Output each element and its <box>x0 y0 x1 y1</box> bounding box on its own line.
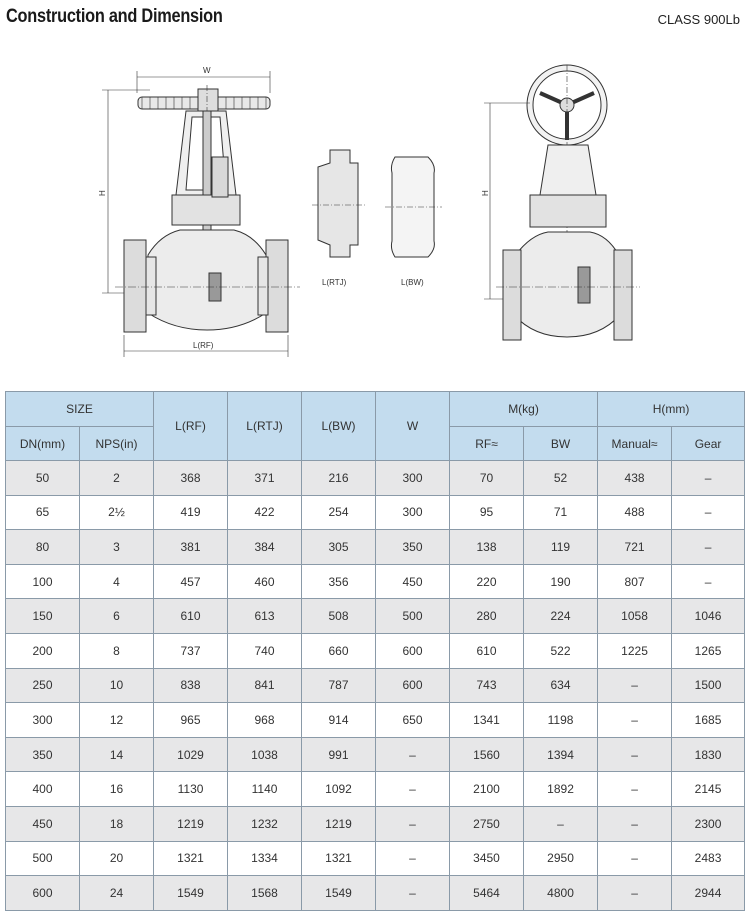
table-cell: 1038 <box>228 737 302 772</box>
table-cell: 600 <box>376 668 450 703</box>
table-cell: 1394 <box>524 737 598 772</box>
table-cell: – <box>598 806 672 841</box>
table-row <box>6 772 745 807</box>
table-cell: 190 <box>524 564 598 599</box>
table-cell: 224 <box>524 599 598 634</box>
table-cell: 1549 <box>154 876 228 911</box>
table-cell: 610 <box>450 633 524 668</box>
table-cell: 216 <box>302 461 376 496</box>
table-cell: 350 <box>6 737 80 772</box>
table-row <box>6 703 745 738</box>
dim-l-bw-label: L(BW) <box>401 278 424 287</box>
table-cell: – <box>672 564 745 599</box>
table-cell: 18 <box>80 806 154 841</box>
table-cell: 613 <box>228 599 302 634</box>
table-cell: 220 <box>450 564 524 599</box>
table-cell: 1232 <box>228 806 302 841</box>
table-cell: 1321 <box>302 841 376 876</box>
table-cell: 2483 <box>672 841 745 876</box>
table-cell: – <box>598 772 672 807</box>
table-cell: 4 <box>80 564 154 599</box>
table-row <box>6 461 745 496</box>
table-cell: 16 <box>80 772 154 807</box>
header-mass-bw: BW <box>524 427 598 461</box>
table-cell: 841 <box>228 668 302 703</box>
table-cell: – <box>376 876 450 911</box>
table-cell: 119 <box>524 530 598 565</box>
valve-drawing-svg <box>0 45 750 365</box>
header-nps: NPS(in) <box>80 427 154 461</box>
table-cell: – <box>598 876 672 911</box>
table-cell: 2½ <box>80 495 154 530</box>
table-cell: 6 <box>80 599 154 634</box>
table-cell: 419 <box>154 495 228 530</box>
table-cell: 508 <box>302 599 376 634</box>
table-cell: 384 <box>228 530 302 565</box>
table-cell: 600 <box>376 633 450 668</box>
table-cell: 71 <box>524 495 598 530</box>
gear-valve-figure <box>484 65 640 340</box>
table-cell: 400 <box>6 772 80 807</box>
dimension-table <box>5 391 745 911</box>
table-cell: 2145 <box>672 772 745 807</box>
table-cell: 2944 <box>672 876 745 911</box>
table-row <box>6 806 745 841</box>
table-cell: 300 <box>6 703 80 738</box>
table-cell: 450 <box>6 806 80 841</box>
table-cell: 5464 <box>450 876 524 911</box>
table-cell: 1892 <box>524 772 598 807</box>
table-row <box>6 841 745 876</box>
table-cell: 65 <box>6 495 80 530</box>
table-cell: 20 <box>80 841 154 876</box>
table-cell: – <box>598 668 672 703</box>
table-row <box>6 668 745 703</box>
table-cell: – <box>598 841 672 876</box>
header-height: H(mm) <box>598 392 745 427</box>
table-cell: – <box>376 806 450 841</box>
header-mass-rf: RF≈ <box>450 427 524 461</box>
table-cell: 368 <box>154 461 228 496</box>
table-row <box>6 599 745 634</box>
table-cell: 914 <box>302 703 376 738</box>
table-cell: 634 <box>524 668 598 703</box>
table-cell: 95 <box>450 495 524 530</box>
table-cell: 2100 <box>450 772 524 807</box>
table-cell: 968 <box>228 703 302 738</box>
table-cell: 1198 <box>524 703 598 738</box>
table-cell: 740 <box>228 633 302 668</box>
table-cell: 965 <box>154 703 228 738</box>
handwheel-valve-figure <box>102 71 300 357</box>
valve-drawing <box>0 45 750 365</box>
table-cell: 457 <box>154 564 228 599</box>
table-cell: 721 <box>598 530 672 565</box>
table-row <box>6 876 745 911</box>
table-cell: – <box>376 841 450 876</box>
table-cell: 254 <box>302 495 376 530</box>
table-cell: 150 <box>6 599 80 634</box>
table-cell: 1225 <box>598 633 672 668</box>
table-cell: 1685 <box>672 703 745 738</box>
table-cell: 1092 <box>302 772 376 807</box>
table-cell: 2 <box>80 461 154 496</box>
table-cell: 610 <box>154 599 228 634</box>
table-cell: 381 <box>154 530 228 565</box>
table-cell: 522 <box>524 633 598 668</box>
table-cell: – <box>672 495 745 530</box>
table-cell: 3 <box>80 530 154 565</box>
table-row <box>6 495 745 530</box>
table-cell: 250 <box>6 668 80 703</box>
table-cell: 1140 <box>228 772 302 807</box>
header-height-gear: Gear <box>672 427 745 461</box>
table-cell: 356 <box>302 564 376 599</box>
table-row <box>6 564 745 599</box>
header-l-rtj: L(RTJ) <box>228 392 302 461</box>
table-cell: 12 <box>80 703 154 738</box>
table-cell: 14 <box>80 737 154 772</box>
header-l-bw: L(BW) <box>302 392 376 461</box>
table-cell: 10 <box>80 668 154 703</box>
table-row <box>6 737 745 772</box>
table-cell: 500 <box>6 841 80 876</box>
table-cell: 787 <box>302 668 376 703</box>
table-cell: 1046 <box>672 599 745 634</box>
table-cell: 300 <box>376 461 450 496</box>
dim-h-label-right: H <box>481 190 490 196</box>
table-cell: 1219 <box>302 806 376 841</box>
table-cell: 100 <box>6 564 80 599</box>
table-cell: 1500 <box>672 668 745 703</box>
table-cell: 3450 <box>450 841 524 876</box>
table-cell: 24 <box>80 876 154 911</box>
table-cell: – <box>598 737 672 772</box>
table-cell: 80 <box>6 530 80 565</box>
table-cell: 1341 <box>450 703 524 738</box>
table-cell: 1219 <box>154 806 228 841</box>
page-title: Construction and Dimension <box>6 6 223 27</box>
table-cell: 500 <box>376 599 450 634</box>
table-cell: 1560 <box>450 737 524 772</box>
table-row <box>6 530 745 565</box>
table-cell: 991 <box>302 737 376 772</box>
table-cell: – <box>598 703 672 738</box>
table-cell: 1130 <box>154 772 228 807</box>
table-cell: 2950 <box>524 841 598 876</box>
dim-h-label-left: H <box>98 190 107 196</box>
table-cell: 450 <box>376 564 450 599</box>
table-cell: 2750 <box>450 806 524 841</box>
table-cell: 488 <box>598 495 672 530</box>
header-dn: DN(mm) <box>6 427 80 461</box>
table-cell: – <box>376 772 450 807</box>
table-cell: 807 <box>598 564 672 599</box>
table-cell: 52 <box>524 461 598 496</box>
table-cell: – <box>672 530 745 565</box>
table-cell: 1321 <box>154 841 228 876</box>
table-cell: 2300 <box>672 806 745 841</box>
table-cell: 1568 <box>228 876 302 911</box>
table-cell: 1334 <box>228 841 302 876</box>
table-cell: 422 <box>228 495 302 530</box>
bw-end-figure <box>385 157 442 257</box>
table-cell: 1058 <box>598 599 672 634</box>
table-cell: 838 <box>154 668 228 703</box>
table-cell: – <box>376 737 450 772</box>
table-cell: 350 <box>376 530 450 565</box>
table-cell: 138 <box>450 530 524 565</box>
table-cell: – <box>524 806 598 841</box>
table-cell: 743 <box>450 668 524 703</box>
table-cell: 305 <box>302 530 376 565</box>
table-cell: 50 <box>6 461 80 496</box>
table-row <box>6 633 745 668</box>
header-w: W <box>376 392 450 461</box>
table-cell: 438 <box>598 461 672 496</box>
rtj-end-figure <box>312 150 365 257</box>
table-cell: 70 <box>450 461 524 496</box>
table-cell: 300 <box>376 495 450 530</box>
header-size: SIZE <box>6 392 154 427</box>
table-cell: – <box>672 461 745 496</box>
dim-l-rtj-label: L(RTJ) <box>322 278 347 287</box>
table-cell: 280 <box>450 599 524 634</box>
table-cell: 600 <box>6 876 80 911</box>
table-cell: 200 <box>6 633 80 668</box>
table-cell: 460 <box>228 564 302 599</box>
table-body <box>6 461 745 911</box>
table-cell: 1265 <box>672 633 745 668</box>
table-cell: 660 <box>302 633 376 668</box>
header-mass: M(kg) <box>450 392 598 427</box>
table-cell: 737 <box>154 633 228 668</box>
table-cell: 1029 <box>154 737 228 772</box>
header-height-manual: Manual≈ <box>598 427 672 461</box>
dim-l-rf-label: L(RF) <box>193 341 214 350</box>
table-cell: 650 <box>376 703 450 738</box>
table-cell: 4800 <box>524 876 598 911</box>
table-cell: 1830 <box>672 737 745 772</box>
dim-w-label: W <box>203 66 211 75</box>
table-cell: 8 <box>80 633 154 668</box>
table-cell: 371 <box>228 461 302 496</box>
header-l-rf: L(RF) <box>154 392 228 461</box>
pressure-class-label: CLASS 900Lb <box>657 12 740 27</box>
table-cell: 1549 <box>302 876 376 911</box>
